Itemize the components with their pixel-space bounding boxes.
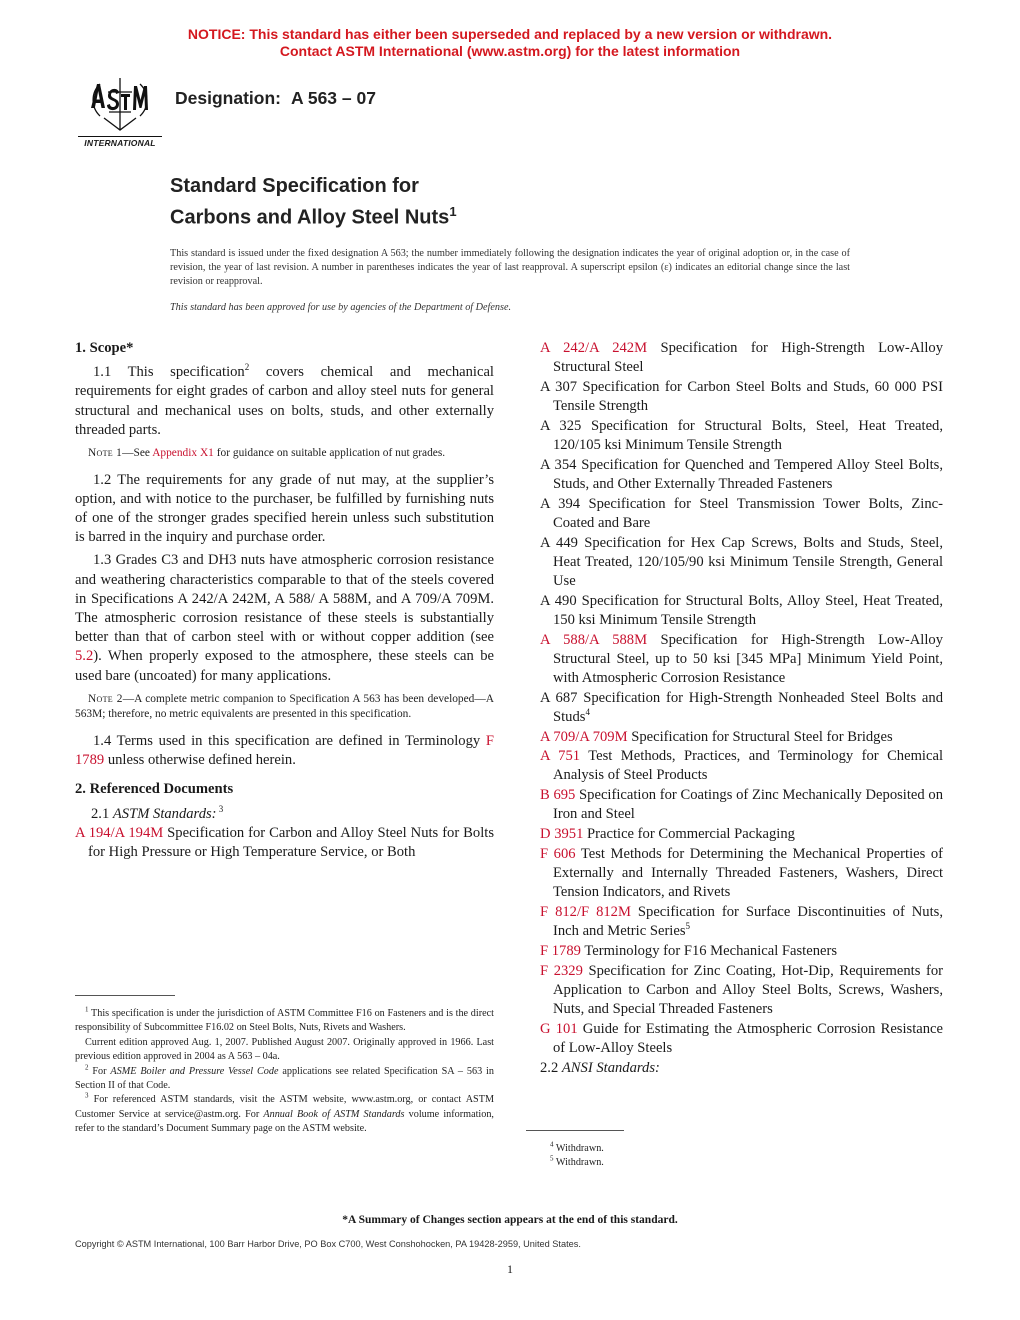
footnote-1-continued: Current edition approved Aug. 1, 2007. Published August 2007. Originally approved in 1966. Last previous edition approved in 2004 as A 563 – 04a. [75, 1036, 494, 1063]
note-2 [75, 692, 494, 723]
notice-banner [0, 26, 1020, 60]
footnote-marker-2: 2 [244, 362, 250, 373]
reference-item [75, 824, 494, 862]
reference-title: Test Methods, Practices, and Terminology for Chemical Analysis of Steel Products [553, 748, 943, 784]
footnote-divider-right [526, 1130, 624, 1131]
reference-title: Specification for Structural Bolts, Steel, Heat Treated, 120/105 ksi Minimum Tensile Strength [553, 417, 944, 454]
reference-title: Specification for Structural Steel for Bridges [627, 728, 893, 745]
reference-item [540, 962, 943, 1020]
paragraph-1-3 [75, 551, 494, 685]
reference-title: Specification for Steel Transmission Tower Bolts, Zinc-Coated and Bare [553, 495, 943, 531]
reference-code[interactable]: A 194/A 194M [75, 824, 164, 841]
reference-title: Specification for High-Strength Low-Alloy Structural Steel, up to 50 ksi [345 MPa] Minimum Yield Point, with Atmospheric Corrosion Resistance [553, 631, 943, 686]
reference-item [540, 592, 943, 630]
reference-title: Specification for Quenched and Tempered Alloy Steel Bolts, Studs, and Other Externally Threaded Fasteners [553, 456, 943, 492]
reference-code: A 325 [540, 417, 582, 434]
footnote-4-text: Withdrawn. [553, 1143, 604, 1154]
page-number: 1 [507, 1262, 513, 1276]
title-line-2: Carbons and Alloy Steel Nuts [170, 206, 450, 229]
reference-item [540, 689, 943, 727]
reference-code: A 687 [540, 689, 578, 706]
reference-code[interactable]: F 812/F 812M [540, 903, 631, 920]
subsection-2-1-number: 2.1 [91, 805, 113, 822]
footnote-3-marker: 3 [85, 1092, 89, 1101]
note-2-text: —A complete metric companion to Specification A 563 has been developed—A 563M; therefore, no metric equivalents are presented in this specification. [75, 692, 494, 721]
copyright-line: Copyright © ASTM International, 100 Barr Harbor Drive, PO Box C700, West Conshohocken, PA 19428-2959, United States. [75, 1239, 581, 1249]
footnote-5 [540, 1156, 740, 1170]
reference-footnote-marker: 4 [585, 707, 590, 717]
notice-line-1: NOTICE: This standard has either been superseded and replaced by a new version or withdrawn. [187, 26, 833, 42]
reference-code[interactable]: A 709/A 709M [540, 728, 628, 745]
reference-item [540, 845, 943, 903]
paragraph-1-2: 1.2 The requirements for any grade of nut may, at the supplier’s option, and with notice to the purchaser, be fulfilled by furnishing nuts of one of the stronger grades specified herein unless such substitution is barred in the inquiry and purchase order. [75, 471, 494, 546]
f1789-link[interactable]: F 1789 [75, 733, 494, 769]
reference-code[interactable]: F 606 [540, 845, 576, 862]
note-1 [75, 446, 494, 462]
astm-logo [78, 72, 162, 152]
reference-title: Specification for Carbon and Alloy Steel Nuts for Bolts for High Pressure or High Temperature Service, or Both [88, 824, 494, 861]
footnote-divider-left [75, 995, 175, 996]
footnotes-right [540, 1142, 740, 1171]
reference-code[interactable]: B 695 [540, 787, 576, 804]
note-1-text-b: for guidance on suitable application of nut grades. [213, 447, 446, 460]
reference-code: A 307 [540, 378, 578, 395]
reference-title: Specification for High-Strength Nonheaded Steel Bolts and Studs [553, 689, 943, 725]
reference-title: Specification for Coatings of Zinc Mechanically Deposited on Iron and Steel [553, 787, 943, 823]
reference-title: Specification for Zinc Coating, Hot-Dip, Requirements for Application to Carbon and Alloy Steel Bolts, Screws, Washers, Nuts, and Special Threaded Fasteners [553, 962, 943, 1017]
paragraph-1-4 [75, 732, 494, 770]
reference-title: Guide for Estimating the Atmospheric Corrosion Resistance of Low-Alloy Steels [553, 1020, 943, 1056]
subsection-2-2 [540, 1059, 943, 1078]
reference-code[interactable]: A 588/A 588M [540, 631, 648, 648]
paragraph-1-1-text-b: covers chemical and mechanical requirements for eight grades of carbon and alloy steel nuts for general structural and mechanical uses on bolts, studs, and other externally threaded parts. [75, 364, 494, 438]
section-5-2-link[interactable]: 5.2 [75, 648, 94, 665]
subsection-2-1-label: ASTM Standards: [112, 805, 217, 822]
paragraph-1-3-text-b: ). When properly exposed to the atmosphere, these steels can be used bare (uncoated) for many applications. [75, 648, 494, 684]
designation-value: A 563 – 07 [290, 88, 376, 108]
footnote-2 [75, 1065, 494, 1094]
reference-code: A 354 [540, 456, 577, 473]
reference-item [540, 747, 943, 785]
left-column [75, 339, 494, 863]
reference-item [540, 786, 943, 824]
title-footnote-marker: 1 [449, 204, 457, 219]
footnote-2-text-b: applications see related Specification SA – 563 in Section II of that Code. [75, 1065, 494, 1092]
summary-of-changes-notice: *A Summary of Changes section appears at the end of this standard. [342, 1214, 678, 1226]
logo-subtitle: INTERNATIONAL [78, 136, 162, 148]
reference-item [540, 339, 943, 377]
reference-code[interactable]: D 3951 [540, 826, 584, 843]
section-heading-referenced-documents: 2. Referenced Documents [75, 781, 234, 798]
issuance-statement: This standard is issued under the fixed designation A 563; the number immediately following the designation indicates the year of original adoption or, in the case of revision, the year of last revision. A number in parentheses indicates the year of last reapproval. A superscript epsilon (ε) indicates an editorial change since the last revision or reapproval. [170, 248, 850, 288]
right-column [540, 339, 943, 1078]
astm-reference-list-left [75, 824, 494, 862]
reference-item [540, 1020, 943, 1058]
subsection-2-1 [75, 805, 494, 824]
designation [175, 88, 376, 109]
subsection-2-2-label: ANSI Standards: [561, 1059, 660, 1076]
reference-title: Specification for High-Strength Low-Alloy Structural Steel [553, 340, 943, 376]
reference-item [540, 456, 943, 494]
reference-item [540, 728, 943, 747]
designation-label: Designation: [175, 88, 281, 108]
footnote-1 [75, 1007, 494, 1036]
reference-code[interactable]: A 751 [540, 748, 581, 765]
note-1-text-a: —See [122, 447, 153, 460]
paragraph-1-4-text-b: unless otherwise defined herein. [104, 752, 296, 769]
reference-code: A 394 [540, 495, 581, 512]
reference-item [540, 417, 943, 455]
reference-code[interactable]: F 1789 [540, 942, 581, 959]
footnote-5-marker: 5 [550, 1155, 554, 1164]
appendix-x1-link[interactable]: Appendix X1 [152, 447, 214, 460]
section-heading-scope: 1. Scope* [75, 340, 134, 356]
reference-code[interactable]: G 101 [540, 1020, 578, 1037]
reference-title: Specification for Hex Cap Screws, Bolts and Studs, Steel, Heat Treated, 120/105/90 ksi Minimum Tensile Strength, General Use [553, 534, 943, 589]
reference-item [540, 631, 943, 689]
footnote-2-text-a: For [88, 1065, 111, 1077]
notice-line-2: Contact ASTM International (www.astm.org) for the latest information [279, 43, 741, 59]
document-title [170, 174, 457, 231]
footnote-2-marker: 2 [85, 1063, 89, 1072]
reference-item [540, 942, 943, 961]
footnote-1-marker: 1 [85, 1005, 89, 1014]
footnotes-left [75, 1007, 494, 1137]
footnote-4-marker: 4 [550, 1140, 554, 1149]
footnote-5-text: Withdrawn. [553, 1157, 604, 1169]
title-line-1: Standard Specification for [170, 175, 419, 197]
note-1-label: Note 1 [88, 447, 123, 460]
paragraph-1-3-text-a: 1.3 Grades C3 and DH3 nuts have atmospheric corrosion resistance and weathering characteristics comparable to that of the steels covered in Specifications A 242/A 242M, A 588/ A 588M, and A 709/A 709M. The atmospheric corrosion resistance of these steels is substantially better than that of carbon steel with or without copper addition (see [75, 552, 494, 646]
reference-code: A 449 [540, 534, 578, 551]
reference-title: Specification for Surface Discontinuities of Nuts, Inch and Metric Series [553, 903, 943, 940]
reference-title: Test Methods for Determining the Mechanical Properties of Externally and Internally Threaded Fasteners, Washers, Direct Tension Indicators, and Rivets [553, 845, 944, 901]
reference-code[interactable]: A 242/A 242M [540, 340, 648, 356]
reference-title: Specification for Carbon Steel Bolts and Studs, 60 000 PSI Tensile Strength [553, 378, 943, 415]
paragraph-1-1 [75, 363, 494, 440]
footnote-3-italic: Annual Book of ASTM Standards [263, 1108, 405, 1120]
reference-item [540, 825, 943, 844]
reference-item [540, 378, 943, 416]
reference-item [540, 495, 943, 533]
reference-title: Practice for Commercial Packaging [583, 826, 795, 843]
reference-item [540, 534, 943, 592]
subsection-2-2-number: 2.2 [540, 1059, 562, 1076]
footnote-3 [75, 1093, 494, 1136]
reference-footnote-marker: 5 [685, 921, 691, 932]
footnote-3-text-b: volume information, refer to the standard’s Document Summary page on the ASTM website. [75, 1108, 494, 1135]
paragraph-1-1-text-a: 1.1 This specification [93, 364, 245, 381]
reference-title: Terminology for F16 Mechanical Fasteners [580, 942, 838, 959]
reference-title: Specification for Structural Bolts, Alloy Steel, Heat Treated, 150 ksi Minimum Tensile Strength [553, 592, 943, 628]
paragraph-1-4-text-a: 1.4 Terms used in this specification are defined in Terminology [93, 733, 486, 750]
footnote-4 [540, 1142, 740, 1156]
footnote-3-text-a: For referenced ASTM standards, visit the ASTM website, www.astm.org, or contact ASTM Customer Service at service@astm.org. For [75, 1094, 494, 1120]
footnote-marker-3: 3 [216, 803, 224, 814]
dod-approval-statement: This standard has been approved for use by agencies of the Department of Defense. [170, 302, 512, 313]
note-2-label: Note 2 [88, 692, 123, 705]
reference-code[interactable]: F 2329 [540, 962, 583, 979]
astm-reference-list-right [540, 339, 943, 1058]
reference-item [540, 903, 943, 941]
footnote-1-text: This specification is under the jurisdiction of ASTM Committee F16 on Fasteners and is the direct responsibility of Subcommittee F16.02 on Steel Bolts, Nuts, Rivets and Washers. [75, 1008, 494, 1034]
reference-code: A 490 [540, 592, 577, 609]
footnote-2-italic: ASME Boiler and Pressure Vessel Code [110, 1065, 279, 1077]
